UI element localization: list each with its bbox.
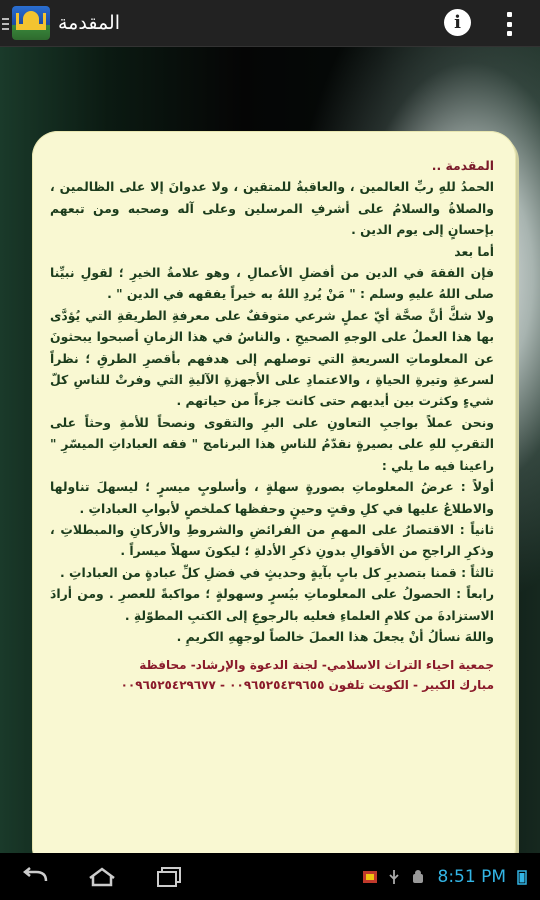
- paragraph-praise: الحمدُ للهِ ربِّ العالمين ، والعاقبةُ للمتقين ، ولا عدوانَ إلا على الظالمين ، والصلاةُ والسلامُ على أشرفِ المرسلين وعلى آله وصحبه ومن تبعهم بإحسانٍ إلى يوم الدين .: [50, 179, 494, 238]
- app-logo-icon: [12, 6, 50, 40]
- paragraph-amma-baad: أما بعد: [454, 243, 494, 259]
- clock: 8:51 PM: [437, 867, 506, 887]
- status-area[interactable]: [354, 864, 531, 890]
- paragraph-program: ونحن عملاً بواجبِ التعاونِ على البرِ والتقوى ونصحاً للأمةِ وحثاً على التقربِ للهِ على بصيرةٍ نقدّمُ للناسِ هذا البرنامج " فقه العباداتِ الميسّرِ " راعينا فيه ما يلي :: [50, 414, 494, 473]
- paragraph-closing: واللهَ نسألُ أنْ يجعلَ هذا العملَ خالصاً لوجهِهِ الكريمِ .: [176, 628, 494, 644]
- footer-line-1: جمعية احياء التراث الاسلامي- لجنة الدعوة والإرشاد- محافظة: [139, 658, 494, 673]
- notification-app-icon: [362, 869, 378, 885]
- overflow-menu-icon[interactable]: [506, 12, 512, 36]
- intro-card[interactable]: [32, 131, 516, 873]
- home-as-up[interactable]: [0, 0, 120, 46]
- battery-icon: [514, 869, 530, 885]
- usb-icon: [386, 869, 402, 885]
- content-area: [0, 47, 540, 853]
- android-debug-icon: [410, 869, 426, 885]
- info-icon[interactable]: i: [444, 9, 471, 36]
- paragraph-second: ثانياً : الاقتصارُ على المهمِ من الفرائضِ والشروطِ والأركانِ والمبطلاتِ ، وذكرِ الراجحِ من الأقوالِ بدونِ ذكرِ الأدلةِ ؛ ليكونَ سهلاً ميسراً .: [50, 521, 494, 559]
- back-icon[interactable]: [18, 864, 52, 890]
- paragraph-third: ثالثاً : قمنا بتصديرِ كل بابٍ بآيةٍ وحديثٍ في فضلِ كلِّ عبادةٍ من العباداتِ .: [60, 564, 494, 580]
- page-title: المقدمة: [58, 12, 121, 34]
- home-icon[interactable]: [85, 864, 119, 890]
- paragraph-fiqh: فإن الفقهَ في الدين من أفضلِ الأعمالِ ، وهو علامةُ الخيرِ ؛ لقولِ نبيِّنا صلى اللهُ عليهِ وسلم : " مَنْ يُردِ اللهُ به خيراً يفقهه في الدين " .: [50, 265, 494, 302]
- paragraph-context: ولا شكَّ أنَّ صحَّة أيّ عملٍ شرعي متوقفٌ على معرفةِ الطريقةِ التي يُؤدَّى بها هذا العملُ على الوجهِ الصحيحِ . والناسُ في هذا الزمانِ أصبحوا يبحثونَ عن المعلوماتِ السريعةِ التي توصلهم إلى هدفهم بأقصرِ الطرقِ ؛ نظراً لسرعةِ وتيرةِ الحياةِ ، والاعتمادِ على الأجهزةِ الآليةِ التي وفرتْ للناسِ كلّ شيءٍ وكثرت بين أيديهم حتى كانت جزءاً من حياتهم .: [50, 307, 494, 409]
- system-navigation-bar: [0, 853, 540, 900]
- up-indicator-icon: [0, 0, 10, 46]
- recent-apps-icon[interactable]: [152, 864, 186, 890]
- footer-line-2: مبارك الكبير - الكويت تلفون ٠٠٩٦٥٢٥٤٣٩٦٥٥ - ٠٠٩٦٥٢٥٤٢٩٦٧٧: [120, 678, 494, 693]
- action-bar: [0, 0, 540, 47]
- publisher-footer: [50, 655, 494, 695]
- paragraph-fourth: رابعاً : الحصولُ على المعلوماتِ بيُسرٍ وسهولةٍ ؛ مواكبةً للعصرِ . ومن أرادَ الاستزادةَ من كلامِ العلماءِ فعليه بالرجوعِ إلى الكتبِ المطوّلةِ .: [50, 586, 494, 623]
- intro-heading: المقدمة ..: [431, 158, 494, 173]
- paragraph-first: أولاً : عرضُ المعلوماتِ بصورةٍ سهلةٍ ، وأسلوبٍ ميسرٍ ؛ ليسهلَ تناولها والاطلاعُ عليها في كلِ وقتٍ وحينٍ وحفظها كملخصٍ لأبوابِ العباداتِ .: [50, 479, 494, 516]
